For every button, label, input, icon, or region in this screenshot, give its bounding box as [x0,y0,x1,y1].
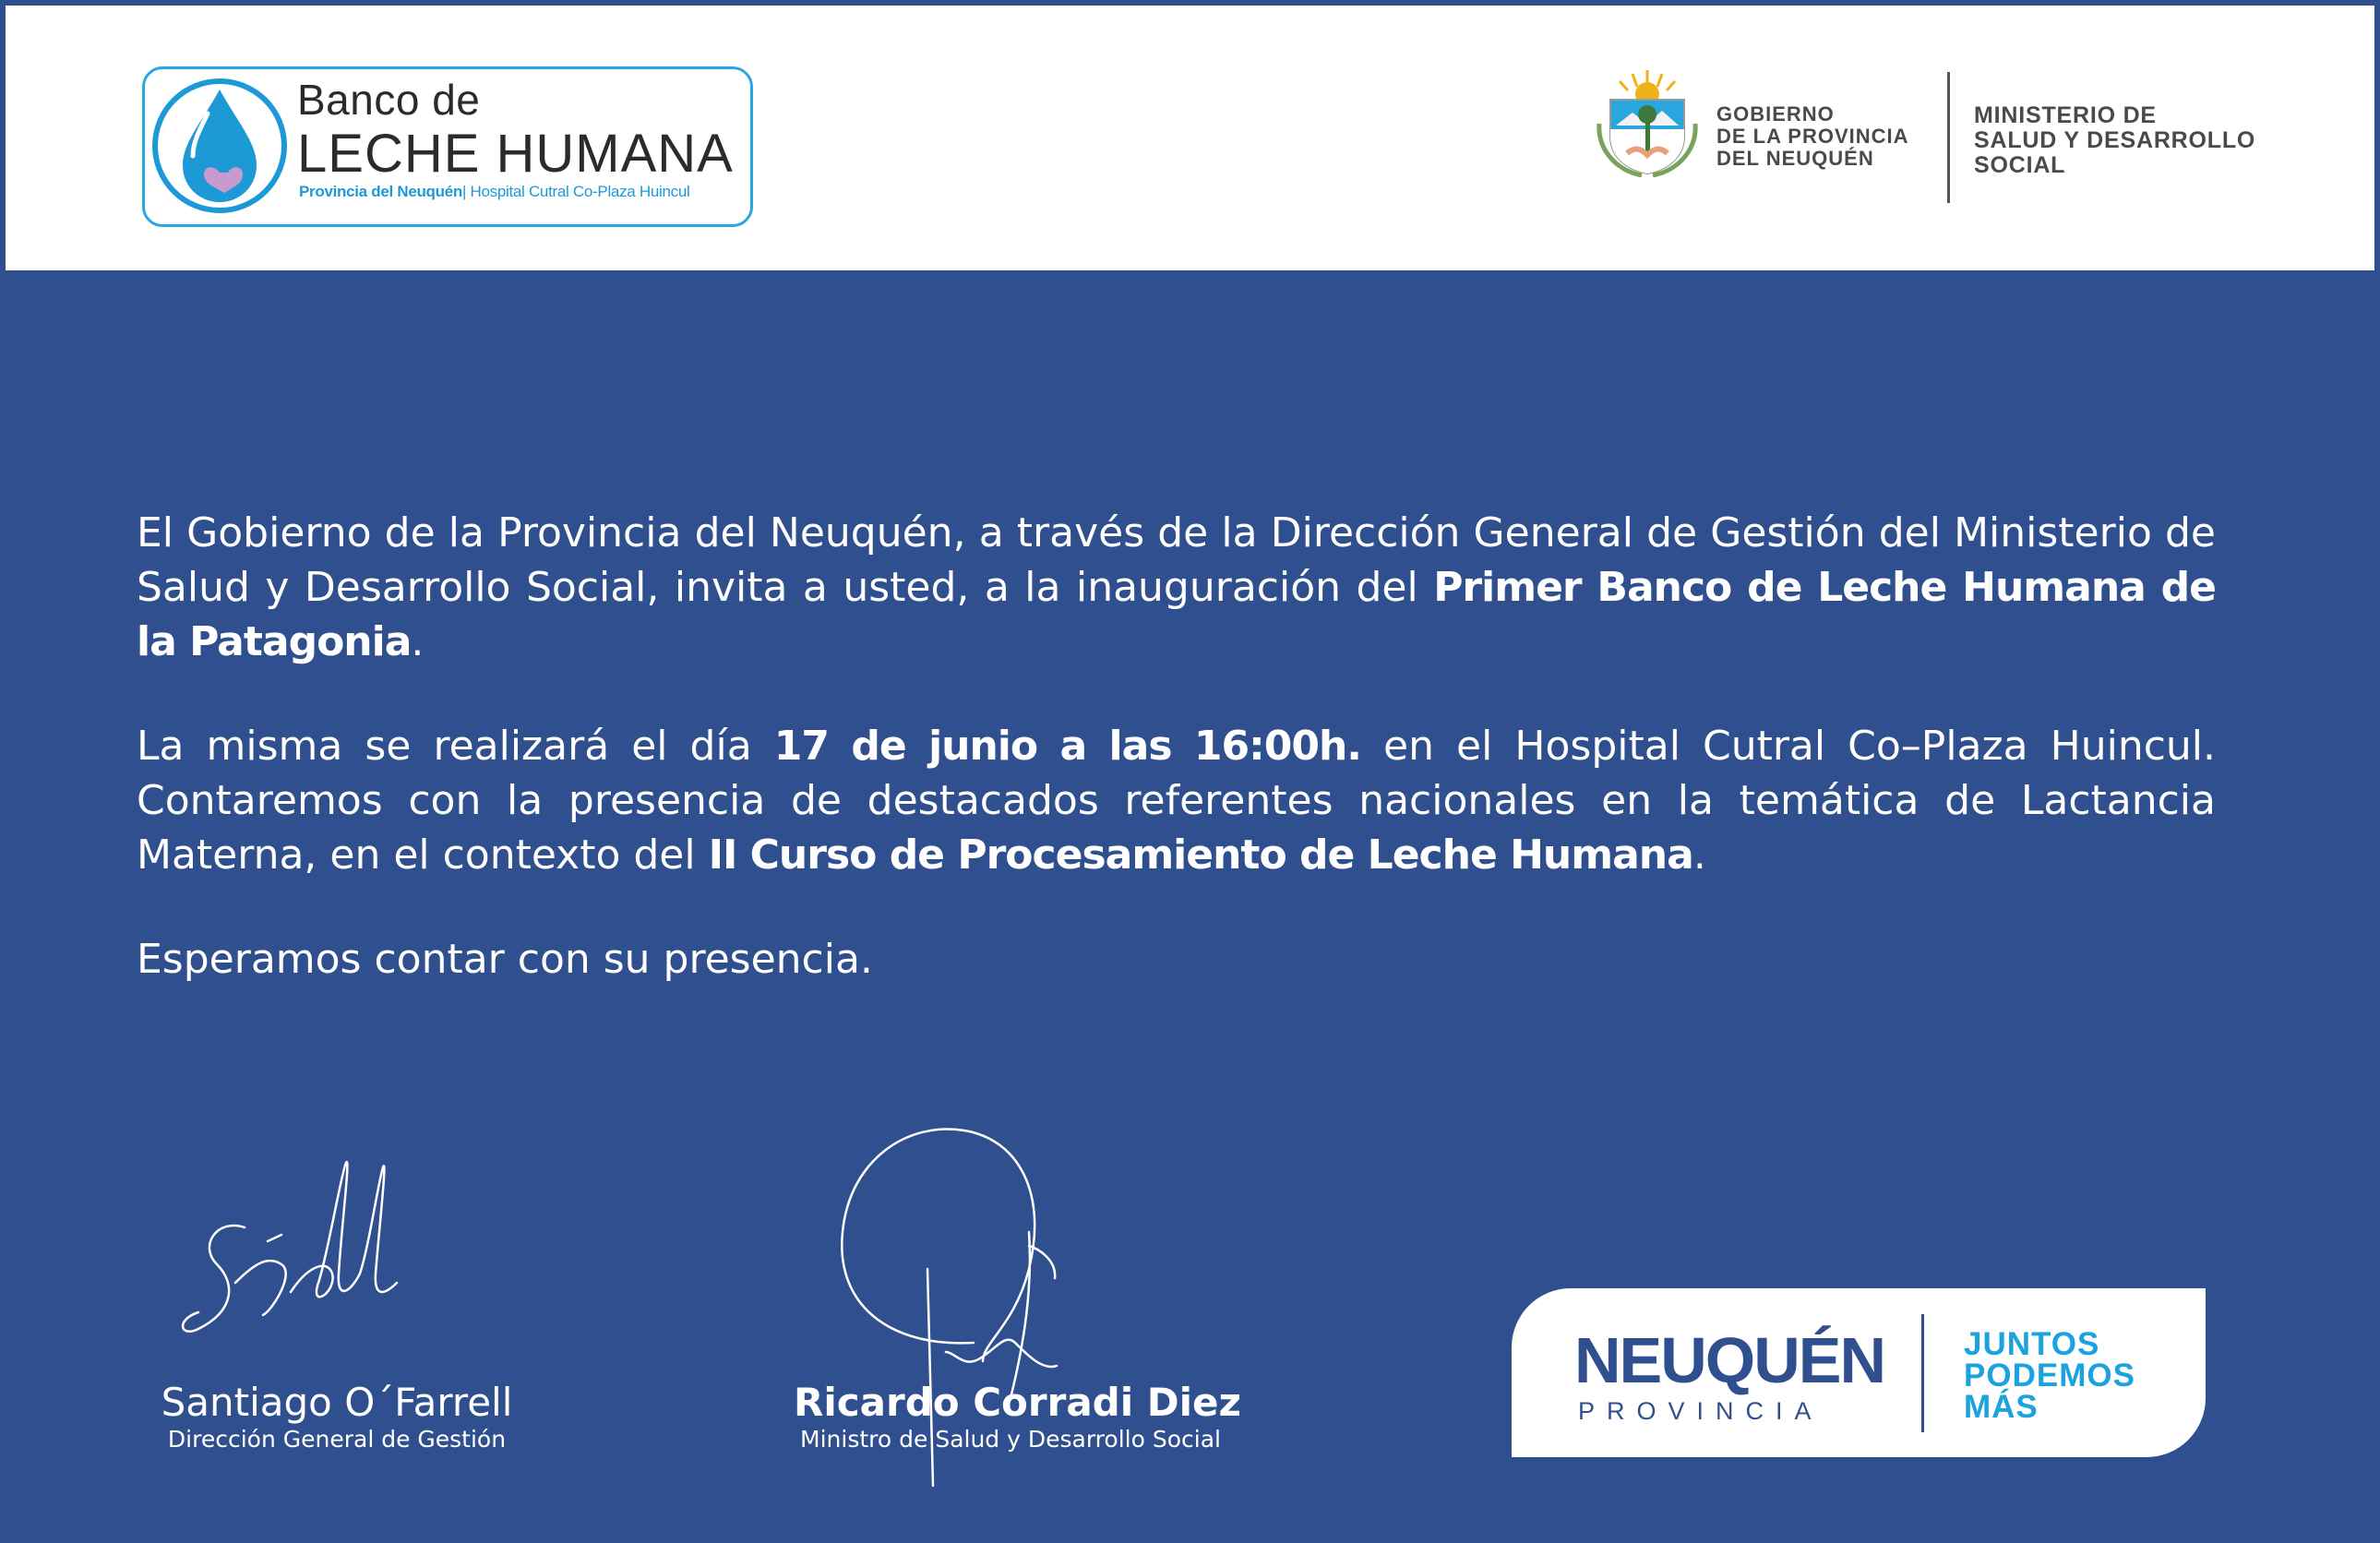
logo-hospital: | Hospital Cutral Co-Plaza Huincul [461,183,690,200]
paragraph-2 [137,719,2216,882]
p1-text: El Gobierno de la Provincia del Neuquén, a través de la Dirección General de Gestión del Ministerio de Salud y Desarrollo Social, invita a usted, a la inauguración del [137,509,2216,611]
invitation-body [137,506,2216,1036]
gov-line-1: GOBIERNO [1716,102,1835,126]
signature-ofarrell [180,1154,475,1384]
p2-end: . [1692,831,1706,879]
brand-name: NEUQUÉN [1574,1324,1885,1396]
p2-text-a: La misma se realizará el día [137,723,774,770]
p2-text-b: en el Hospital Cutral Co–Plaza Huincul. Contaremos con la presencia de destacados referentes nacionales en la temática de Lactancia Materna, en el contexto del [137,723,2216,879]
milk-drop-icon [150,77,289,215]
ministry-label [1974,103,2255,178]
p1-highlight: Primer Banco de Leche Humana de la Patagonia [137,564,2216,665]
signer-2-role: Ministro de Salud y Desarrollo Social [800,1426,1221,1453]
paragraph-3: Esperamos contar con su presencia. [137,936,873,983]
ministry-line-1: MINISTERIO DE [1974,102,2157,128]
signer-1-role: Dirección General de Gestión [167,1426,507,1453]
slogan-line-3: MÁS [1964,1389,2039,1425]
logo-line-1: Banco de [297,76,481,124]
gov-line-3: DEL NEUQUÉN [1716,147,1874,170]
brand-sub: PROVINCIA [1578,1397,1824,1425]
logo-line-2: LECHE HUMANA [297,124,734,184]
slogan-line-2: PODEMOS [1964,1358,2135,1393]
gov-line-2: DE LA PROVINCIA [1716,125,1909,148]
p2-course: II Curso de Procesamiento de Leche Humana [708,831,1693,879]
paragraph-1 [137,506,2216,669]
slogan-line-1: JUNTOS [1964,1326,2100,1362]
logo-province: Provincia del Neuquén [299,183,462,200]
logo-line-3 [299,183,689,201]
leche-humana-logo [142,66,753,227]
header-divider [1947,72,1950,203]
brand-slogan [1964,1326,2135,1425]
p1-end: . [411,618,425,665]
coat-of-arms-icon [1596,68,1699,177]
neuquen-brand-logo [1512,1288,2206,1457]
signer-2 [794,1380,1241,1453]
signer-2-name: Ricardo Corradi Diez [794,1380,1241,1425]
ministry-line-2: SALUD Y DESARROLLO [1974,127,2256,153]
gov-label [1716,103,1909,170]
signer-1-name: Santiago O´Farrell [161,1380,513,1425]
brand-divider [1921,1314,1924,1432]
header-bar [6,6,2374,270]
signer-1 [148,1380,526,1453]
p2-date: 17 de junio a las 16:00h. [773,723,1361,770]
ministry-line-3: SOCIAL [1974,152,2066,178]
